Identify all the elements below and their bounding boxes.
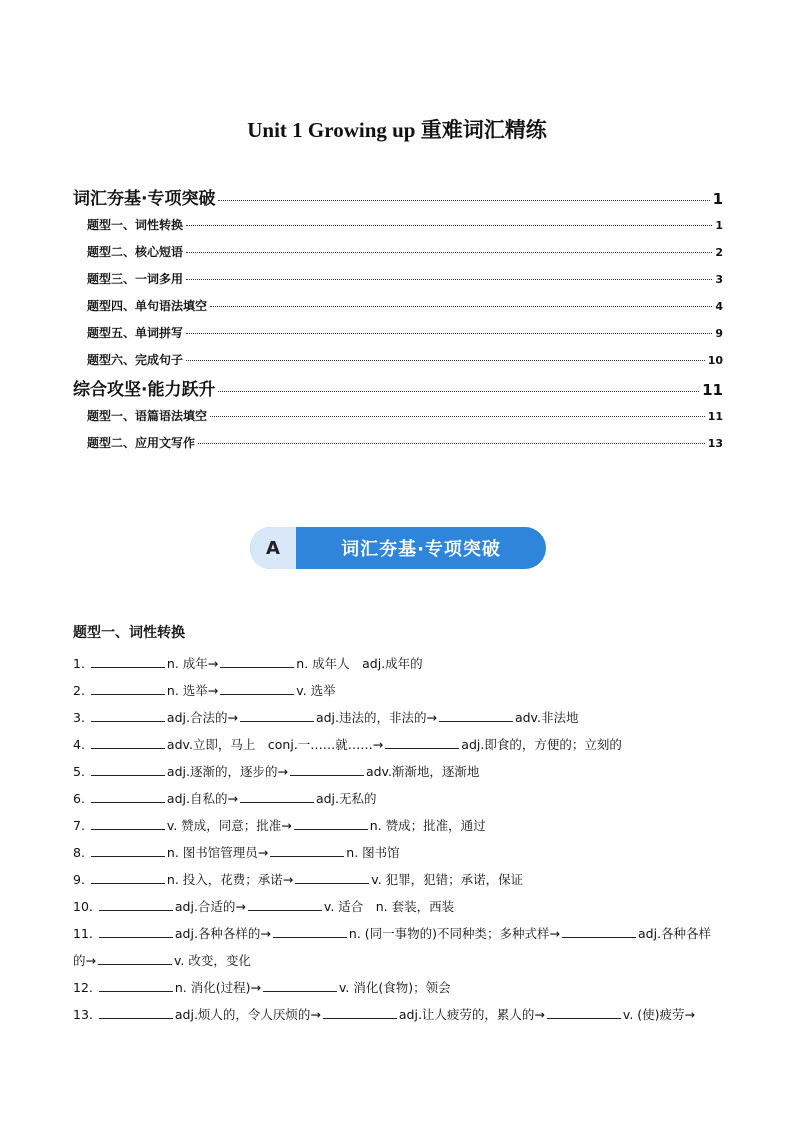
item-text: n. 成年人 adj.成年的 <box>296 656 423 671</box>
toc-label: 题型二、应用文写作 <box>87 436 196 450</box>
section-badge: A <box>250 527 296 569</box>
toc-leader <box>186 333 712 334</box>
item-text: adj.违法的，非法的→ <box>315 710 437 725</box>
answer-blank[interactable] <box>290 763 364 776</box>
answer-blank[interactable] <box>323 1006 397 1019</box>
toc-label: 题型四、单句语法填空 <box>87 299 208 313</box>
toc-page: 11 <box>702 381 723 399</box>
item-text: adj.合适的→ <box>174 899 246 914</box>
item-number: 13. <box>73 1007 93 1022</box>
item-text: v. 犯罪，犯错；承诺，保证 <box>371 872 524 887</box>
answer-blank[interactable] <box>91 763 165 776</box>
list-item <box>73 677 723 704</box>
toc-label: 题型一、词性转换 <box>87 218 184 232</box>
section-banner <box>250 527 546 569</box>
toc-entry[interactable] <box>73 351 723 369</box>
toc-entry[interactable] <box>73 216 723 234</box>
answer-blank[interactable] <box>91 736 165 749</box>
answer-blank[interactable] <box>99 898 173 911</box>
toc-entry[interactable] <box>73 434 723 452</box>
item-text: adv.渐渐地，逐渐地 <box>365 764 480 779</box>
item-number: 9. <box>73 872 85 887</box>
item-text: n. 投入，花费；承诺→ <box>166 872 294 887</box>
toc-leader <box>186 252 712 253</box>
list-item <box>73 866 723 893</box>
answer-blank[interactable] <box>99 925 173 938</box>
toc-label: 题型六、完成句子 <box>87 353 184 367</box>
list-item <box>73 650 723 677</box>
toc-leader <box>210 416 705 417</box>
list-item <box>73 893 723 920</box>
toc-label: 综合攻坚·能力跃升 <box>73 380 216 400</box>
toc-label: 题型五、单词拼写 <box>87 326 184 340</box>
answer-blank[interactable] <box>263 979 337 992</box>
item-text: adv.非法地 <box>514 710 579 725</box>
item-number: 3. <box>73 710 85 725</box>
toc-leader <box>186 360 705 361</box>
item-text: adj.烦人的，令人厌烦的→ <box>174 1007 321 1022</box>
toc-page: 10 <box>707 354 723 367</box>
item-text: n. 图书馆管理员→ <box>166 845 269 860</box>
answer-blank[interactable] <box>91 682 165 695</box>
list-item <box>73 1001 723 1028</box>
toc-leader <box>198 443 705 444</box>
item-text: adv.立即，马上 conj.一……就……→ <box>166 737 384 752</box>
item-text: adj.逐渐的，逐步的→ <box>166 764 288 779</box>
toc-entry[interactable] <box>73 297 723 315</box>
list-item <box>73 920 723 974</box>
answer-blank[interactable] <box>220 682 294 695</box>
toc-entry[interactable] <box>73 407 723 425</box>
toc-leader <box>218 391 699 392</box>
toc-entry[interactable] <box>73 243 723 261</box>
item-number: 2. <box>73 683 85 698</box>
answer-blank[interactable] <box>91 790 165 803</box>
list-item <box>73 839 723 866</box>
answer-blank[interactable] <box>91 655 165 668</box>
item-number: 6. <box>73 791 85 806</box>
item-text: n. 图书馆 <box>346 845 400 860</box>
exercise-section-title: 题型一、词性转换 <box>73 625 185 641</box>
list-item <box>73 785 723 812</box>
item-text: v. 选举 <box>296 683 336 698</box>
toc-label: 题型一、语篇语法填空 <box>87 409 208 423</box>
page-title: Unit 1 Growing up 重难词汇精练 <box>247 118 547 142</box>
answer-blank[interactable] <box>273 925 347 938</box>
item-number: 7. <box>73 818 85 833</box>
answer-blank[interactable] <box>98 952 172 965</box>
answer-blank[interactable] <box>562 925 636 938</box>
answer-blank[interactable] <box>248 898 322 911</box>
item-number: 5. <box>73 764 85 779</box>
list-item <box>73 758 723 785</box>
toc-leader <box>186 225 712 226</box>
toc-label: 题型三、一词多用 <box>87 272 184 286</box>
table-of-contents <box>73 184 723 452</box>
answer-blank[interactable] <box>385 736 459 749</box>
item-text: adj.各种各样的→ <box>73 926 712 968</box>
answer-blank[interactable] <box>240 709 314 722</box>
toc-page: 1 <box>715 219 723 232</box>
answer-blank[interactable] <box>99 1006 173 1019</box>
item-text: adj.即食的，方便的；立刻的 <box>461 737 622 752</box>
item-number: 4. <box>73 737 85 752</box>
item-text: n. 成年→ <box>166 656 219 671</box>
answer-blank[interactable] <box>220 655 294 668</box>
toc-entry[interactable] <box>73 324 723 342</box>
item-text: v. 消化(食物)；领会 <box>338 980 451 995</box>
item-text: adj.让人疲劳的，累人的→ <box>398 1007 545 1022</box>
item-text: v. 改变，变化 <box>173 953 251 968</box>
item-text: adj.各种各样的→ <box>174 926 271 941</box>
answer-blank[interactable] <box>91 871 165 884</box>
answer-blank[interactable] <box>270 844 344 857</box>
answer-blank[interactable] <box>99 979 173 992</box>
toc-leader <box>210 306 712 307</box>
item-text: n. 选举→ <box>166 683 219 698</box>
item-text: n. 赞成；批准，通过 <box>369 818 486 833</box>
toc-page: 11 <box>707 410 723 423</box>
toc-label: 题型二、核心短语 <box>87 245 184 259</box>
item-text: v. (使)疲劳→ <box>622 1007 696 1022</box>
toc-entry[interactable] <box>73 270 723 288</box>
item-text: adj.无私的 <box>315 791 377 806</box>
toc-page: 2 <box>715 246 723 259</box>
toc-leader <box>218 200 709 201</box>
item-text: adj.合法的→ <box>166 710 238 725</box>
item-number: 12. <box>73 980 93 995</box>
item-text: n. 消化(过程)→ <box>174 980 261 995</box>
answer-blank[interactable] <box>295 871 369 884</box>
answer-blank[interactable] <box>240 790 314 803</box>
answer-blank[interactable] <box>547 1006 621 1019</box>
item-number: 11. <box>73 926 93 941</box>
item-text: v. 适合 n. 套装，西装 <box>323 899 455 914</box>
item-text: adj.自私的→ <box>166 791 238 806</box>
toc-page: 9 <box>715 327 723 340</box>
item-number: 1. <box>73 656 85 671</box>
toc-page: 1 <box>712 190 723 208</box>
toc-entry[interactable] <box>73 375 723 399</box>
item-number: 10. <box>73 899 93 914</box>
list-item <box>73 704 723 731</box>
toc-entry[interactable] <box>73 184 723 208</box>
toc-page: 3 <box>715 273 723 286</box>
list-item <box>73 812 723 839</box>
toc-page: 4 <box>715 300 723 313</box>
toc-leader <box>186 279 712 280</box>
item-text: v. 赞成，同意；批准→ <box>166 818 292 833</box>
list-item <box>73 974 723 1001</box>
answer-blank[interactable] <box>439 709 513 722</box>
toc-label: 词汇夯基·专项突破 <box>73 189 216 209</box>
item-text: n. (同一事物的)不同种类；多种式样→ <box>348 926 560 941</box>
toc-page: 13 <box>707 437 723 450</box>
answer-blank[interactable] <box>91 709 165 722</box>
answer-blank[interactable] <box>91 817 165 830</box>
list-item <box>73 731 723 758</box>
exercise-list <box>73 650 723 1028</box>
answer-blank[interactable] <box>91 844 165 857</box>
answer-blank[interactable] <box>294 817 368 830</box>
item-number: 8. <box>73 845 85 860</box>
section-banner-text: 词汇夯基·专项突破 <box>341 539 501 560</box>
